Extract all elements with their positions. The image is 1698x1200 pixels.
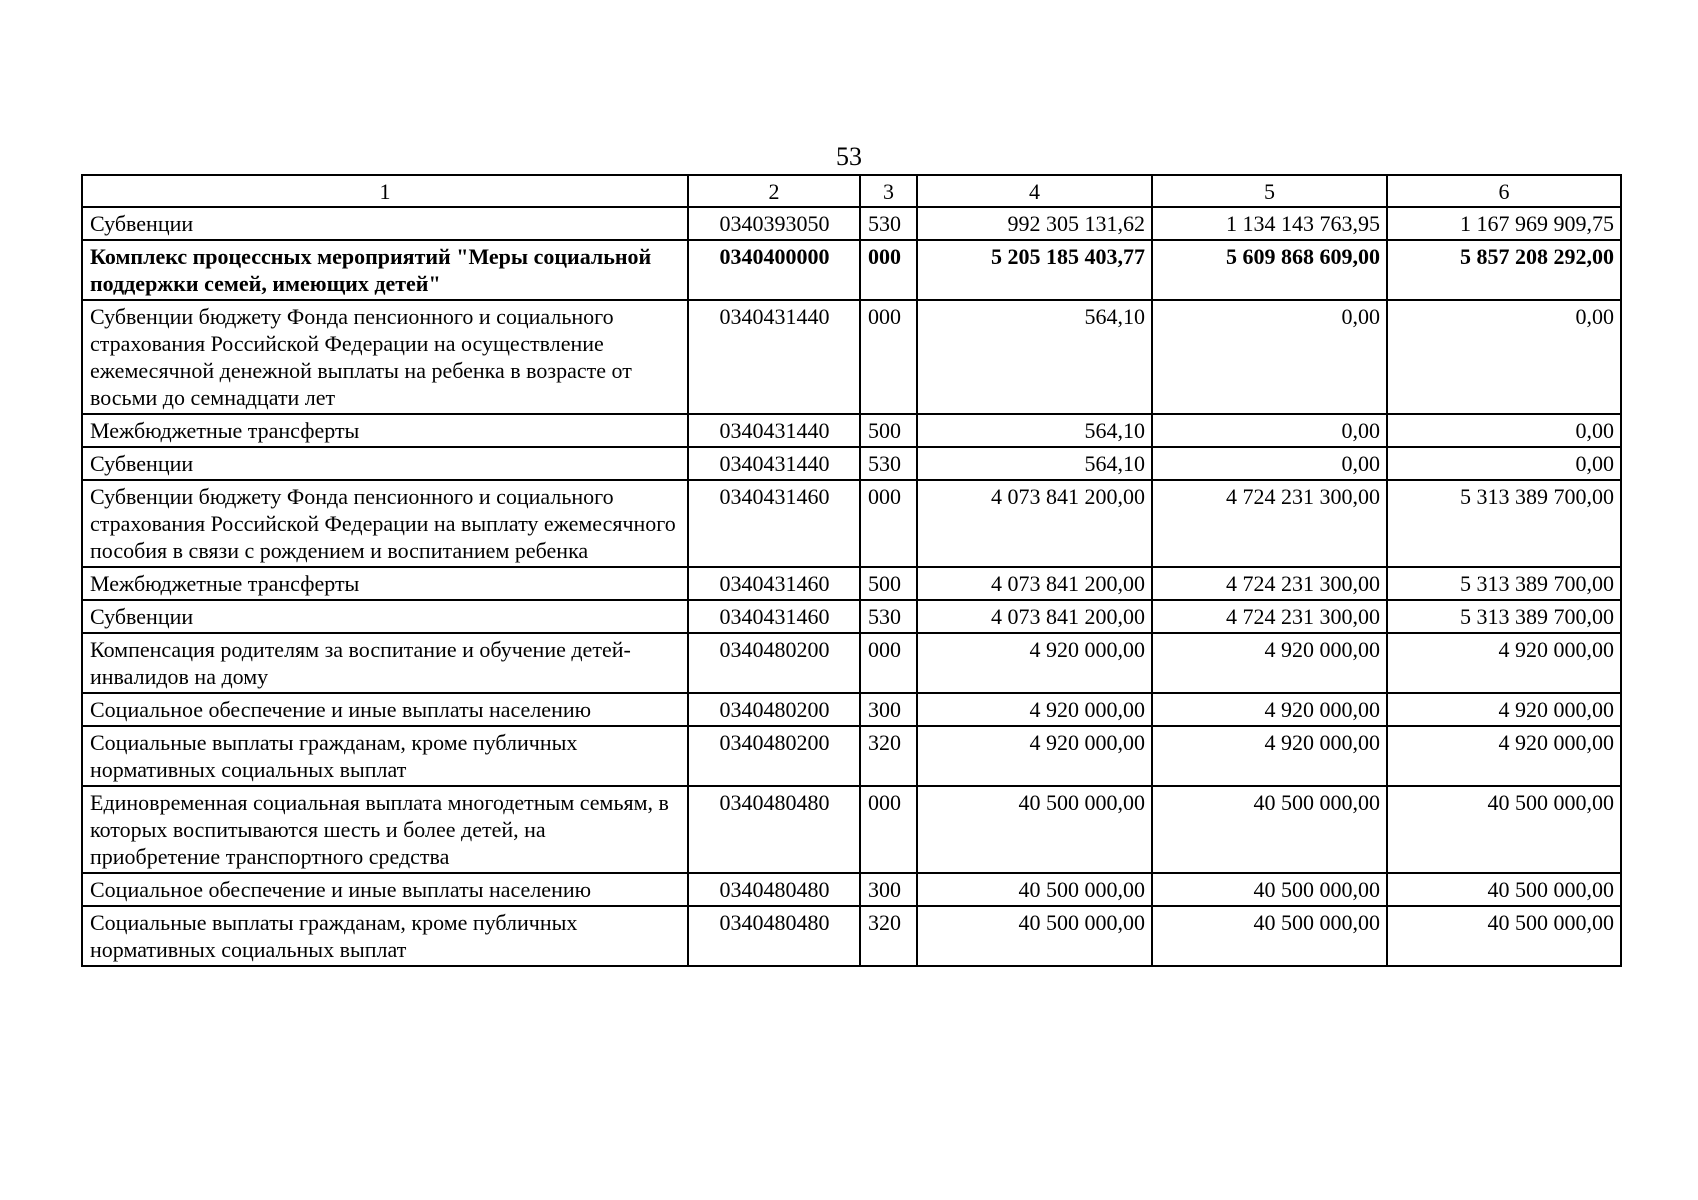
column-header-4: 4 (917, 175, 1152, 207)
table-row (82, 447, 1621, 480)
row-type-cell: 500 (860, 414, 917, 447)
row-amount-2-cell: 0,00 (1152, 414, 1387, 447)
row-amount-2-cell: 4 724 231 300,00 (1152, 600, 1387, 633)
row-amount-3-cell: 4 920 000,00 (1387, 726, 1621, 786)
row-name-cell: Межбюджетные трансферты (82, 414, 688, 447)
row-amount-2-cell: 40 500 000,00 (1152, 786, 1387, 873)
table-row (82, 906, 1621, 966)
row-code-cell: 0340431440 (688, 447, 860, 480)
row-amount-1-cell: 40 500 000,00 (917, 786, 1152, 873)
row-amount-2-cell: 40 500 000,00 (1152, 873, 1387, 906)
table-row (82, 480, 1621, 567)
table-row (82, 726, 1621, 786)
table-row (82, 693, 1621, 726)
row-type-cell: 300 (860, 873, 917, 906)
row-code-cell: 0340480200 (688, 633, 860, 693)
row-type-cell: 000 (860, 480, 917, 567)
row-amount-3-cell: 4 920 000,00 (1387, 633, 1621, 693)
row-name-cell: Межбюджетные трансферты (82, 567, 688, 600)
row-name-cell: Субвенции (82, 207, 688, 240)
row-name-cell: Компенсация родителям за воспитание и обучение детей-инвалидов на дому (82, 633, 688, 693)
table-row (82, 873, 1621, 906)
table-row (82, 567, 1621, 600)
row-amount-2-cell: 0,00 (1152, 300, 1387, 414)
row-code-cell: 0340480200 (688, 726, 860, 786)
table-row (82, 300, 1621, 414)
row-amount-2-cell: 4 920 000,00 (1152, 633, 1387, 693)
table-row (82, 414, 1621, 447)
row-amount-3-cell: 1 167 969 909,75 (1387, 207, 1621, 240)
row-amount-2-cell: 0,00 (1152, 447, 1387, 480)
row-type-cell: 530 (860, 600, 917, 633)
row-name-cell: Субвенции (82, 600, 688, 633)
column-header-6: 6 (1387, 175, 1621, 207)
row-type-cell: 000 (860, 786, 917, 873)
row-type-cell: 530 (860, 207, 917, 240)
row-amount-3-cell: 5 313 389 700,00 (1387, 600, 1621, 633)
header-row (82, 175, 1621, 207)
row-amount-1-cell: 4 920 000,00 (917, 633, 1152, 693)
table-row (82, 207, 1621, 240)
row-amount-1-cell: 4 073 841 200,00 (917, 480, 1152, 567)
row-name-cell: Комплекс процессных мероприятий "Меры социальной поддержки семей, имеющих детей" (82, 240, 688, 300)
row-amount-3-cell: 4 920 000,00 (1387, 693, 1621, 726)
row-type-cell: 320 (860, 906, 917, 966)
row-code-cell: 0340431440 (688, 414, 860, 447)
row-amount-2-cell: 5 609 868 609,00 (1152, 240, 1387, 300)
row-amount-1-cell: 5 205 185 403,77 (917, 240, 1152, 300)
row-amount-2-cell: 4 920 000,00 (1152, 693, 1387, 726)
row-code-cell: 0340480200 (688, 693, 860, 726)
table-row (82, 600, 1621, 633)
row-type-cell: 000 (860, 300, 917, 414)
row-code-cell: 0340480480 (688, 873, 860, 906)
row-amount-3-cell: 0,00 (1387, 300, 1621, 414)
row-code-cell: 0340393050 (688, 207, 860, 240)
column-header-2: 2 (688, 175, 860, 207)
row-amount-1-cell: 564,10 (917, 414, 1152, 447)
row-amount-1-cell: 4 073 841 200,00 (917, 600, 1152, 633)
row-amount-3-cell: 0,00 (1387, 414, 1621, 447)
row-code-cell: 0340431460 (688, 567, 860, 600)
row-amount-1-cell: 564,10 (917, 300, 1152, 414)
row-amount-3-cell: 5 313 389 700,00 (1387, 480, 1621, 567)
row-type-cell: 530 (860, 447, 917, 480)
row-amount-1-cell: 992 305 131,62 (917, 207, 1152, 240)
row-amount-3-cell: 5 313 389 700,00 (1387, 567, 1621, 600)
row-name-cell: Субвенции бюджету Фонда пенсионного и социального страхования Российской Федерации на осуществление ежемесячной денежной выплаты на ребенка в возрасте от восьми до семнадцати лет (82, 300, 688, 414)
row-code-cell: 0340431440 (688, 300, 860, 414)
row-type-cell: 500 (860, 567, 917, 600)
row-amount-3-cell: 40 500 000,00 (1387, 873, 1621, 906)
row-name-cell: Социальные выплаты гражданам, кроме публичных нормативных социальных выплат (82, 906, 688, 966)
column-header-1: 1 (82, 175, 688, 207)
row-amount-2-cell: 4 724 231 300,00 (1152, 480, 1387, 567)
row-amount-3-cell: 5 857 208 292,00 (1387, 240, 1621, 300)
row-code-cell: 0340431460 (688, 480, 860, 567)
row-code-cell: 0340431460 (688, 600, 860, 633)
row-type-cell: 000 (860, 240, 917, 300)
row-amount-1-cell: 40 500 000,00 (917, 906, 1152, 966)
column-header-5: 5 (1152, 175, 1387, 207)
row-amount-1-cell: 564,10 (917, 447, 1152, 480)
row-type-cell: 000 (860, 633, 917, 693)
table-row (82, 786, 1621, 873)
row-name-cell: Социальное обеспечение и иные выплаты населению (82, 873, 688, 906)
row-type-cell: 300 (860, 693, 917, 726)
row-amount-2-cell: 4 724 231 300,00 (1152, 567, 1387, 600)
table-row (82, 633, 1621, 693)
row-code-cell: 0340400000 (688, 240, 860, 300)
page-number: 53 (836, 142, 862, 171)
row-name-cell: Социальные выплаты гражданам, кроме публичных нормативных социальных выплат (82, 726, 688, 786)
row-type-cell: 320 (860, 726, 917, 786)
row-name-cell: Социальное обеспечение и иные выплаты населению (82, 693, 688, 726)
row-amount-3-cell: 40 500 000,00 (1387, 906, 1621, 966)
budget-table (81, 174, 1622, 967)
row-amount-2-cell: 1 134 143 763,95 (1152, 207, 1387, 240)
row-amount-1-cell: 4 073 841 200,00 (917, 567, 1152, 600)
row-code-cell: 0340480480 (688, 906, 860, 966)
table-row (82, 240, 1621, 300)
row-amount-2-cell: 40 500 000,00 (1152, 906, 1387, 966)
row-amount-1-cell: 40 500 000,00 (917, 873, 1152, 906)
row-amount-3-cell: 40 500 000,00 (1387, 786, 1621, 873)
row-amount-3-cell: 0,00 (1387, 447, 1621, 480)
row-name-cell: Субвенции бюджету Фонда пенсионного и социального страхования Российской Федерации на выплату ежемесячного пособия в связи с рождением и воспитанием ребенка (82, 480, 688, 567)
row-name-cell: Субвенции (82, 447, 688, 480)
row-name-cell: Единовременная социальная выплата многодетным семьям, в которых воспитываются шесть и более детей, на приобретение транспортного средства (82, 786, 688, 873)
row-amount-1-cell: 4 920 000,00 (917, 726, 1152, 786)
row-code-cell: 0340480480 (688, 786, 860, 873)
column-header-3: 3 (860, 175, 917, 207)
row-amount-2-cell: 4 920 000,00 (1152, 726, 1387, 786)
table-body (82, 207, 1621, 966)
row-amount-1-cell: 4 920 000,00 (917, 693, 1152, 726)
